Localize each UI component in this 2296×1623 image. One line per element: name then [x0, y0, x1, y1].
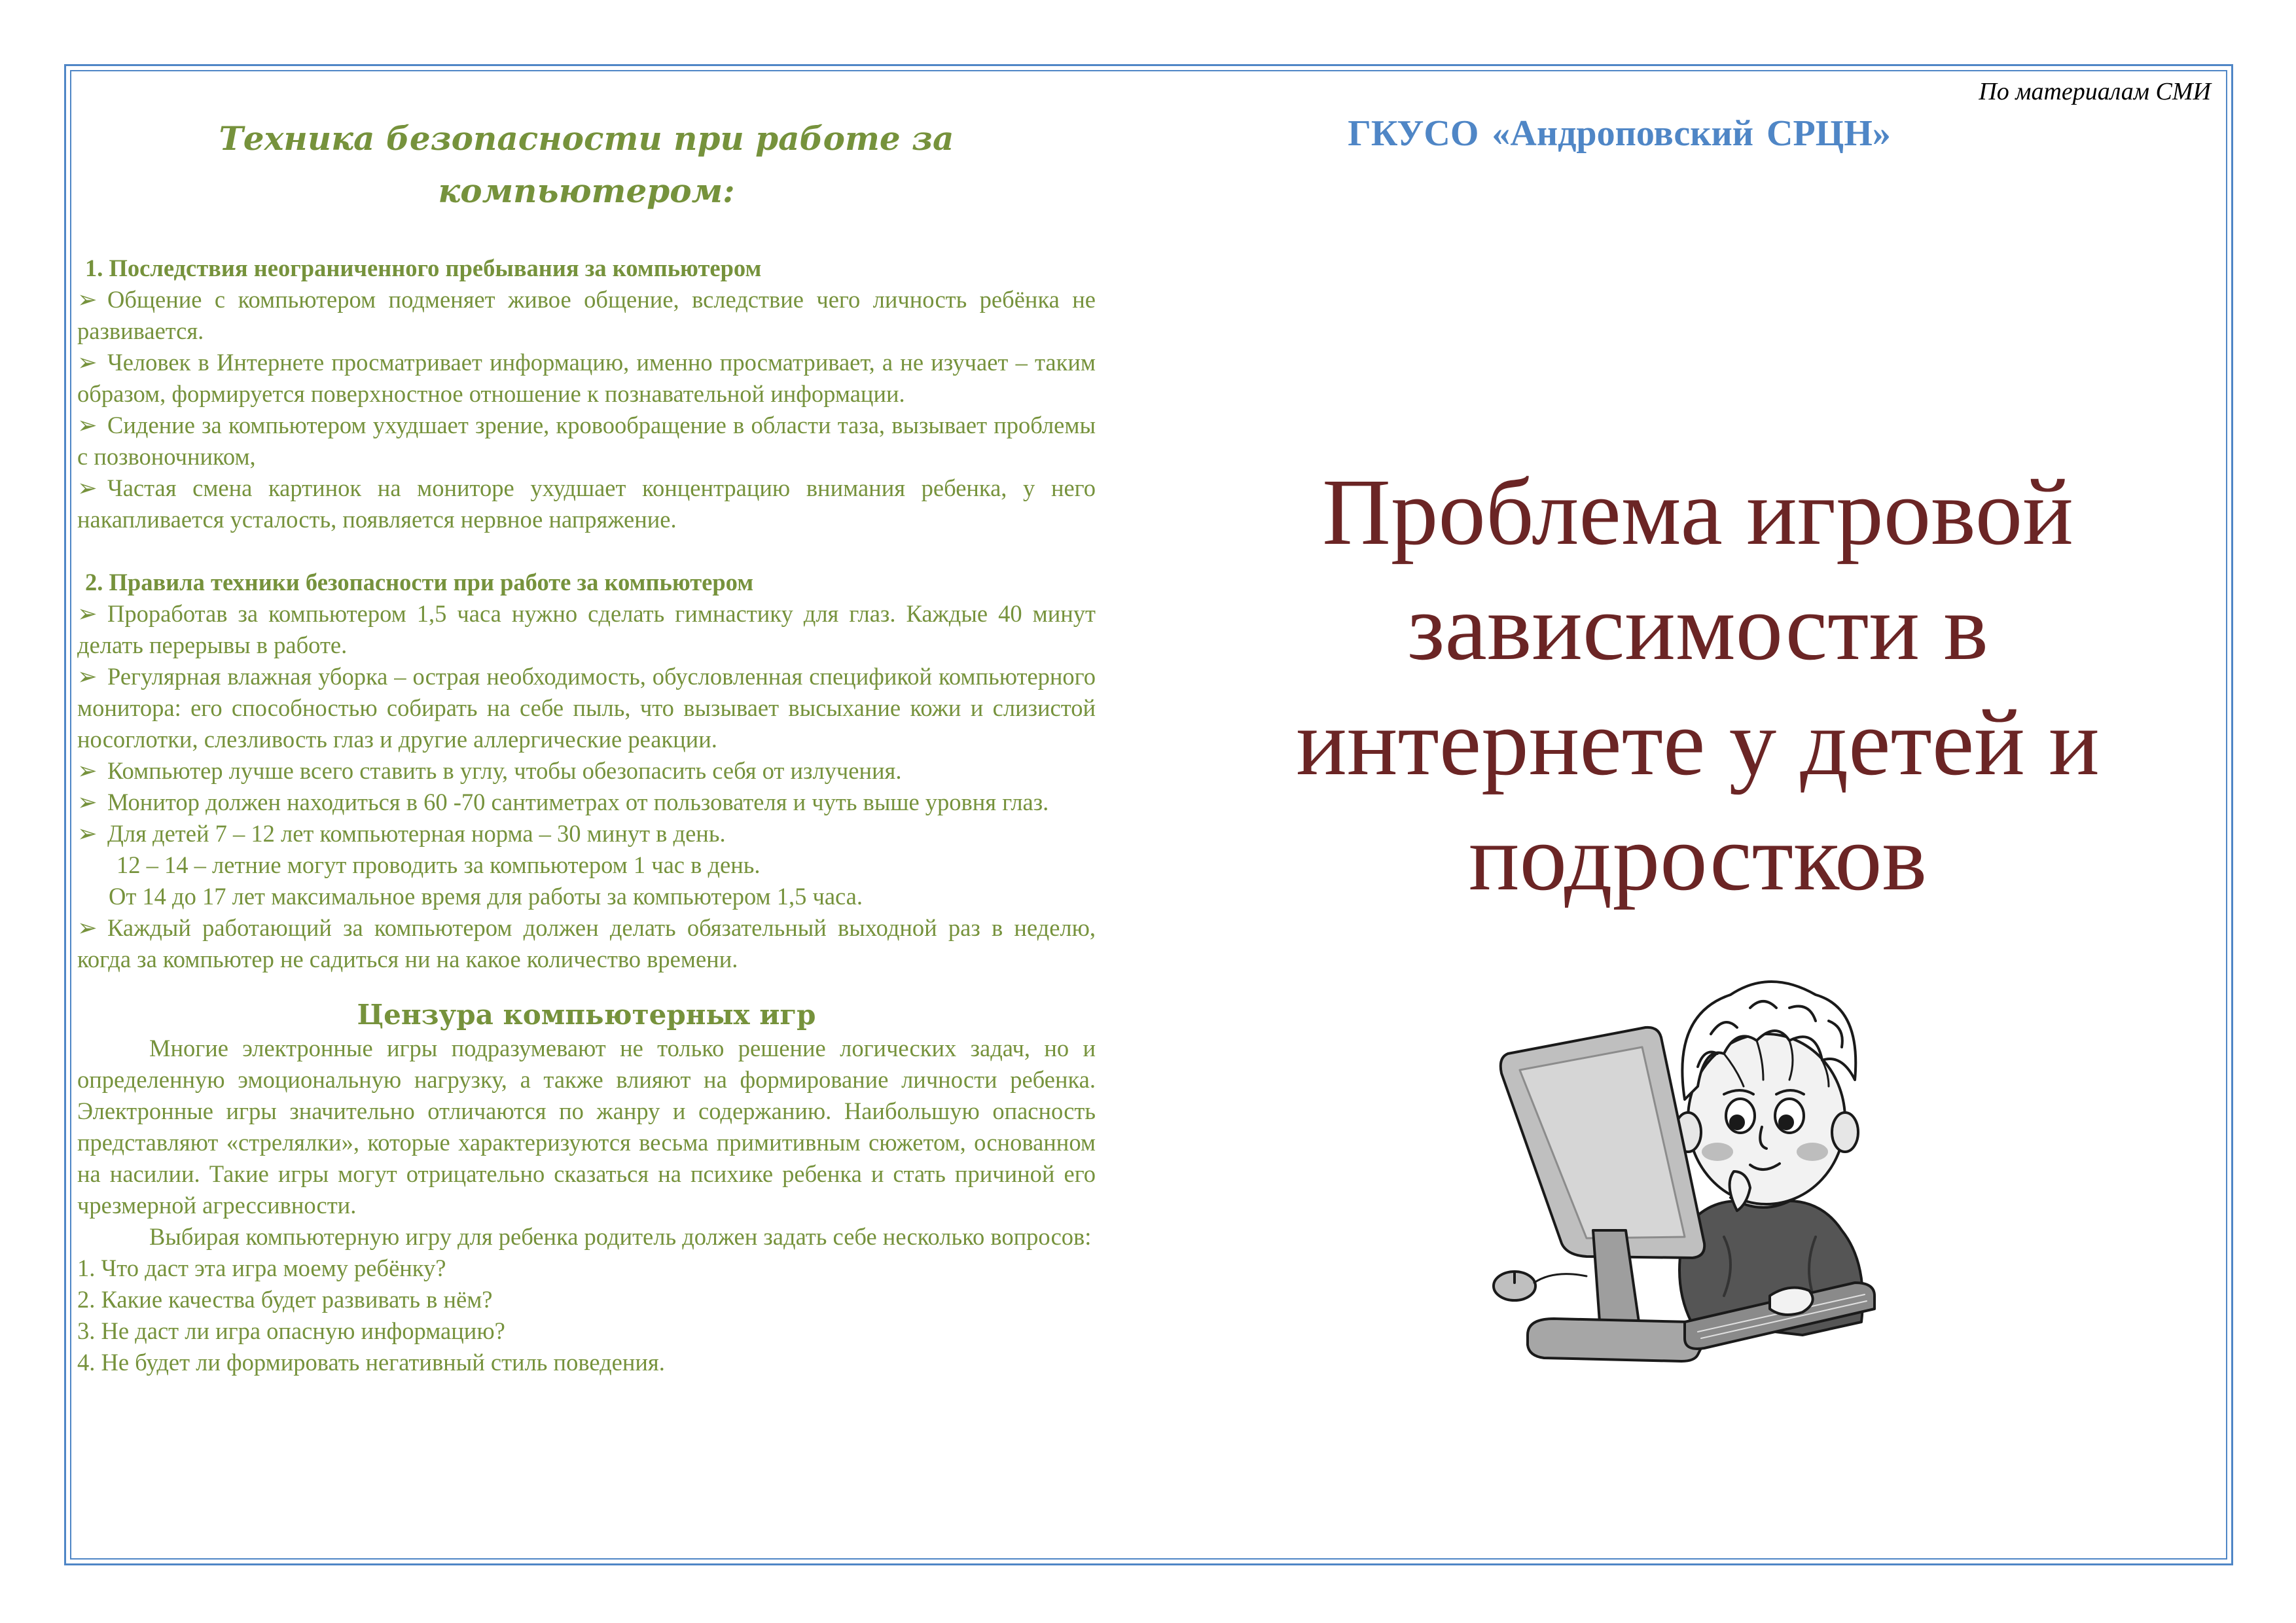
- section2-heading: 2. Правила техники безопасности при работе за компьютером: [85, 569, 754, 596]
- censorship-paragraph: Многие электронные игры подразумевают не только решение логических задач, но и определенную эмоциональную нагрузку, а также влияют на формирование личности ребенка. Электронные игры значительно отличаются по жанру и содержанию. Наибольшую опасность представляют «стрелялки», которые характеризуются весьма примитивным сюжетом, основанном на насилии. Такие игры могут отрицательно сказаться на психике ребенка и стать причиной его чрезмерной агрессивности.: [77, 1035, 1096, 1219]
- cover-title-line: Проблема игровой: [1322, 460, 2073, 565]
- section2-bullet: ➢ Проработав за компьютером 1,5 часа нужно сделать гимнастику для глаз. Каждые 40 минут делать перерывы в работе.: [77, 598, 1096, 661]
- age-14-17-line: От 14 до 17 лет максимальное время для работы за компьютером 1,5 часа.: [109, 883, 863, 910]
- section1-bullet: ➢ Человек в Интернете просматривает информацию, именно просматривает, а не изучает – таким образом, формируется поверхностное отношение к познавательной информации.: [77, 347, 1096, 410]
- section2-bullet: ➢ Для детей 7 – 12 лет компьютерная норма – 30 минут в день.: [77, 818, 1096, 849]
- question-item: 3. Не даст ли игра опасную информацию?: [77, 1317, 505, 1344]
- question-item: 4. Не будет ли формировать негативный стиль поведения.: [77, 1349, 665, 1376]
- censorship-paragraph: Выбирая компьютерную игру для ребенка родитель должен задать себе несколько вопросов:: [149, 1223, 1092, 1250]
- age-12-14-line: 12 – 14 – летние могут проводить за компьютером 1 час в день.: [117, 851, 761, 878]
- section2-bullet: ➢ Каждый работающий за компьютером должен делать обязательный выходной раз в неделю, когда за компьютер не садиться ни на какое количество времени.: [77, 912, 1096, 975]
- arrowhead-bullet-icon: ➢: [77, 663, 98, 690]
- arrowhead-bullet-icon: ➢: [77, 789, 98, 815]
- section1-bullet: ➢ Общение с компьютером подменяет живое общение, вследствие чего личность ребёнка не развивается.: [77, 284, 1096, 347]
- arrowhead-bullet-icon: ➢: [77, 757, 98, 784]
- body-text: [77, 217, 1096, 1378]
- source-note: По материалам СМИ: [1979, 78, 2211, 105]
- section2-bullet: ➢ Регулярная влажная уборка – острая необходимость, обусловленная спецификой компьютерного монитора: его способностью собирать на себе пыль, что вызывает высыхание кожи и слизистой носоглотки, слезливость глаз и другие аллергические реакции.: [77, 661, 1096, 755]
- arrowhead-bullet-icon: ➢: [77, 286, 98, 313]
- section1-bullet: ➢ Сидение за компьютером ухудшает зрение, кровообращение в области таза, вызывает проблемы с позвоночником,: [77, 410, 1096, 473]
- arrowhead-bullet-icon: ➢: [77, 600, 98, 627]
- section1-bullet: ➢ Частая смена картинок на мониторе ухудшает концентрацию внимания ребенка, у него накапливается усталость, появляется нервное напряжение.: [77, 473, 1096, 535]
- question-item: 1. Что даст эта игра моему ребёнку?: [77, 1255, 446, 1281]
- organization-name: ГКУСО «Андроповский СРЦН»: [1348, 113, 1891, 154]
- arrowhead-bullet-icon: ➢: [77, 349, 98, 376]
- arrowhead-bullet-icon: ➢: [77, 820, 98, 847]
- arrowhead-bullet-icon: ➢: [77, 474, 98, 501]
- cover-title-line: подростков: [1468, 806, 1928, 910]
- question-item: 2. Какие качества будет развивать в нём?: [77, 1286, 493, 1313]
- right-column: [1148, 65, 2228, 1558]
- cover-title: [1148, 455, 2248, 916]
- arrowhead-bullet-icon: ➢: [77, 914, 98, 941]
- monitor-stand: [1528, 1319, 1706, 1361]
- arrowhead-bullet-icon: ➢: [77, 412, 98, 438]
- boy-at-computer-illustration: [1488, 955, 1946, 1466]
- cover-title-line: зависимости в: [1407, 575, 1988, 680]
- section2-bullet: ➢ Компьютер лучше всего ставить в углу, чтобы обезопасить себя от излучения.: [77, 755, 1096, 787]
- cover-title-line: интернете у детей и: [1296, 690, 2100, 795]
- section1-heading: 1. Последствия неограниченного пребывания за компьютером: [85, 255, 762, 281]
- safety-title: Техника безопасности при работе за компьютером:: [219, 119, 954, 210]
- censorship-title: Цензура компьютерных игр: [357, 999, 816, 1031]
- section2-bullet: ➢ Монитор должен находиться в 60 -70 сантиметрах от пользователя и чуть выше уровня глаз.: [77, 787, 1096, 818]
- left-column: [77, 98, 1096, 1378]
